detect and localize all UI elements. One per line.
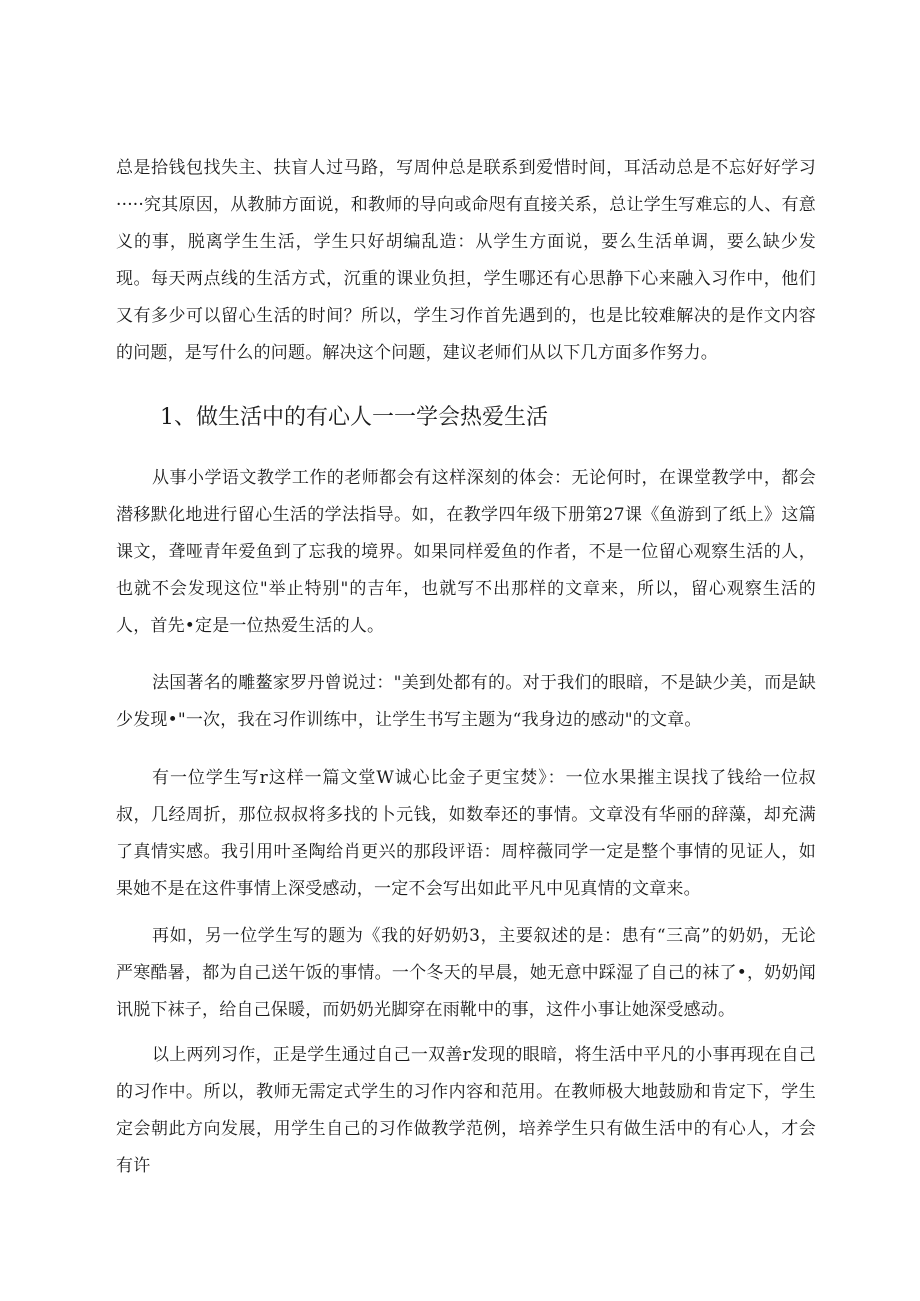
body-paragraph: 再如，另一位学生写的题为《我的好奶奶3，主要叙述的是：患有“三高”的奶奶，无论严寒酷暑，都为自己送午饭的事情。一个冬天的早晨，她无意中踩湿了自己的袜了•，奶奶闻讯脱下袜子，给自己保暖，而奶奶光脚穿在雨靴中的事，这件小事让她深受感动。 [116,926,816,1020]
body-paragraph: 法国著名的雕鳌家罗丹曾说过："美到处都有的。对于我们的眼暗，不是缺少美，而是缺少发现•"一次，我在习作训练中，让学生书写主题为“我身边的感动"的文章。 [116,673,816,730]
body-paragraph: 从事小学语文教学工作的老师都会有这样深刻的体会：无论何时，在课堂教学中，都会潜移默化地进行留心生活的学法指导。如，在教学四年级下册第27课《鱼游到了纸上》这篇课文，聋哑青年爱鱼到了忘我的境界。如果同样爱鱼的作者，不是一位留心观察生活的人，也就不会发现这位"举止特别"的吉年，也就写不出那样的文章来，所以，留心观察生活的人，首先•定是一位热爱生活的人。 [116,468,816,636]
intro-paragraph: 总是拾钱包找失主、扶盲人过马路，写周仲总是联系到爱惜时间，耳活动总是不忘好好学习·····究其原因，从教肺方面说，和教师的导向或命咫有直接关系，总让学生写难忘的人、有意义的事，脱离学生生活，学生只好胡编乱造：从学生方面说，要么生活单调，要么缺少发现。每天两点线的生活方式，沉重的课业负担，学生哪还有心思静下心来融入习作中，他们又有多少可以留心生活的时间？所以，学生习作首先遇到的，也是比较难解决的是作文内容的问题，是写什么的问题。解决这个问题，建议老师们从以下几方面多作努力。 [116,158,816,363]
body-paragraph: 以上两列习作，正是学生通过自己一双善r发现的眼暗，将生活中平凡的小事再现在自己的习作中。所以，教师无需定式学生的习作内容和范用。在教师极大地鼓励和肯定下，学生定会朝此方向发展，用学生自己的习作做教学范例，培养学生只有做生活中的有心人，才会有许 [116,1045,816,1176]
body-paragraph: 有一位学生写r这样一篇文堂W诚心比金子更宝焚》：一位水果摧主误找了钱给一位叔叔，几经周折，那位叔叔将多找的卜元钱，如数奉还的事情。文章没有华丽的辞藻，却充满了真情实感。我引用叶圣陶给肖更兴的那段评语：周梓薇同学一定是整个事情的见证人，如果她不是在这件事情上深受感动，一定不会写出如此平凡中见真情的文章来。 [116,768,816,899]
section-heading: 1、做生活中的有心人一一学会热爱生活 [160,405,548,430]
